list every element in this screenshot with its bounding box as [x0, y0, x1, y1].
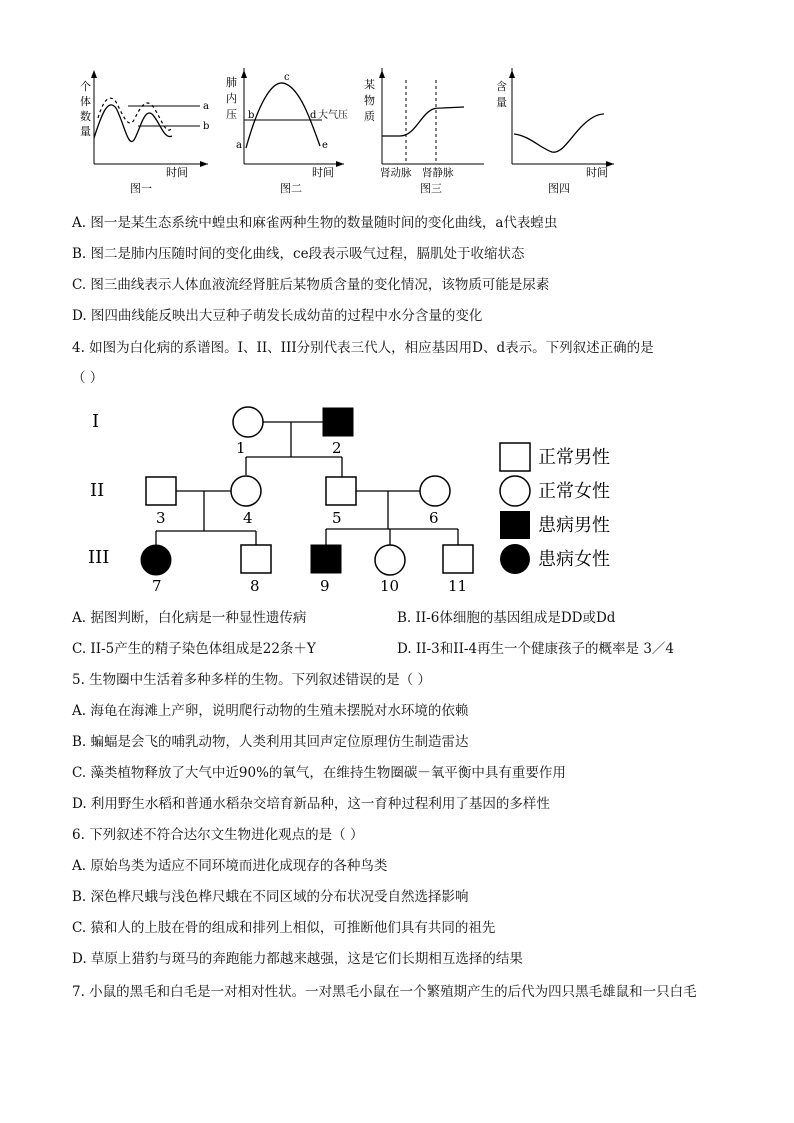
x-label: 时间	[312, 166, 334, 179]
figure-1	[72, 68, 212, 198]
pt-c: c	[284, 72, 290, 83]
substance-curve	[382, 107, 464, 136]
gen-label-2: II	[90, 480, 105, 501]
individual-5	[326, 477, 356, 505]
y-label-4: 量	[80, 125, 91, 138]
q6-option-b: B. 深色桦尺蛾与浅色桦尺蛾在不同区域的分布状况受自然选择影响	[72, 889, 469, 905]
q5-option-a: A. 海龟在海滩上产卵，说明爬行动物的生殖未摆脱对水环境的依赖	[72, 703, 469, 719]
individual-9	[311, 545, 341, 573]
pressure-curve	[246, 83, 320, 148]
individual-11	[443, 545, 473, 573]
label-b: b	[203, 121, 210, 132]
q4-option-a: A. 据图判断，白化病是一种显性遗传病	[72, 610, 307, 626]
atm-label: 大气压	[318, 110, 348, 121]
y-label-3: 质	[364, 110, 375, 123]
figure-1-graph	[72, 68, 212, 198]
x-label: 时间	[166, 166, 188, 179]
q6-option-c: C. 猿和人的上肢在骨的组成和排列上相似，可推断他们具有共同的祖先	[72, 920, 496, 936]
pt-a: a	[236, 140, 242, 151]
id-8: 8	[250, 577, 260, 595]
individual-3	[146, 477, 176, 505]
y-label-3: 压	[226, 108, 237, 121]
legend-affected-female: 患病女性	[538, 549, 610, 570]
caption-fig4: 图四	[548, 182, 570, 195]
legend-affected-female-icon	[500, 544, 530, 574]
y-label-1: 个	[80, 80, 91, 93]
gen-label-3: III	[88, 547, 110, 568]
individual-10	[375, 545, 405, 575]
figure-2	[222, 68, 362, 198]
figure-3	[360, 68, 500, 198]
individual-4	[231, 476, 261, 506]
y-label-1: 含	[496, 80, 507, 93]
q5-option-c: C. 藻类植物释放了大气中近90%的氧气，在维持生物圈碳－氧平衡中具有重要作用	[72, 765, 566, 781]
pedigree-svg	[80, 395, 640, 595]
legend-normal-male: 正常男性	[538, 447, 610, 468]
q4-option-c: C. II-5产生的精子染色体组成是22条＋Y	[72, 641, 316, 657]
id-2: 2	[332, 439, 342, 457]
q6-stem: 6. 下列叙述不符合达尔文生物进化观点的是（ ）	[72, 827, 364, 843]
y-label-3: 数	[80, 110, 91, 123]
id-3: 3	[156, 509, 166, 527]
figure-4	[490, 68, 630, 198]
pedigree-legend	[500, 443, 610, 574]
caption-fig1: 图一	[130, 182, 152, 195]
q3-option-d: D. 图四曲线能反映出大豆种子萌发长成幼苗的过程中水分含量的变化	[72, 308, 483, 324]
label-a: a	[203, 101, 209, 112]
individual-1	[233, 407, 263, 437]
legend-normal-female-icon	[500, 476, 530, 506]
q4-stem: 4. 如图为白化病的系谱图。I、II、III分别代表三代人，相应基因用D、d表示。下列叙述正确的是	[72, 340, 654, 356]
individual-8	[241, 545, 271, 573]
q6-option-a: A. 原始鸟类为适应不同环境而进化成现存的各种鸟类	[72, 858, 388, 874]
q4-option-b: B. II-6体细胞的基因组成是DD或Dd	[397, 610, 616, 626]
id-1: 1	[236, 439, 246, 457]
id-4: 4	[243, 509, 253, 527]
y-label-2: 内	[226, 92, 237, 105]
y-label-2: 物	[364, 94, 375, 107]
figure-2-graph	[222, 68, 362, 198]
q4-option-d: D. II-3和II-4再生一个健康孩子的概率是 3／4	[397, 641, 675, 657]
gen-label-1: I	[92, 411, 100, 432]
id-6: 6	[429, 509, 439, 527]
figure-3-graph	[360, 68, 500, 198]
y-label-1: 某	[364, 78, 375, 91]
individual-7	[141, 545, 171, 575]
q5-option-b: B. 蝙蝠是会飞的哺乳动物，人类利用其回声定位原理仿生制造雷达	[72, 734, 469, 750]
legend-normal-female: 正常女性	[538, 481, 610, 502]
x-label-right: 肾静脉	[422, 167, 454, 179]
individual-2	[323, 408, 353, 436]
q4-paren: （ ）	[72, 370, 104, 386]
pt-b: b	[248, 110, 255, 121]
content-curve	[514, 114, 604, 152]
pt-e: e	[322, 140, 328, 151]
y-label-2: 体	[80, 95, 91, 108]
x-label: 时间	[586, 166, 608, 179]
pedigree-chart	[80, 395, 640, 595]
id-10: 10	[380, 577, 400, 595]
id-11: 11	[448, 577, 468, 595]
q3-option-b: B. 图二是肺内压随时间的变化曲线，ce段表示吸气过程，膈肌处于收缩状态	[72, 246, 525, 262]
y-label-2: 量	[496, 96, 507, 109]
curve-b-dashed	[98, 98, 172, 130]
legend-normal-male-icon	[500, 443, 530, 471]
pt-d: d	[310, 110, 317, 121]
id-9: 9	[320, 577, 330, 595]
figure-4-graph	[490, 68, 630, 198]
q5-stem: 5. 生物圈中生活着多种多样的生物。下列叙述错误的是（ ）	[72, 672, 431, 688]
id-7: 7	[152, 577, 162, 595]
q5-option-d: D. 利用野生水稻和普通水稻杂交培育新品种，这一育种过程利用了基因的多样性	[72, 796, 550, 812]
x-label-left: 肾动脉	[380, 167, 412, 179]
id-5: 5	[332, 509, 342, 527]
q7-stem: 7. 小鼠的黑毛和白毛是一对相对性状。一对黑毛小鼠在一个繁殖期产生的后代为四只黑毛雄鼠和一只白毛	[72, 984, 697, 1000]
q6-option-d: D. 草原上猎豹与斑马的奔跑能力都越来越强，这是它们长期相互选择的结果	[72, 951, 523, 967]
legend-affected-male: 患病男性	[538, 515, 610, 536]
q3-option-a: A. 图一是某生态系统中蝗虫和麻雀两种生物的数量随时间的变化曲线，a代表蝗虫	[72, 215, 558, 231]
caption-fig3: 图三	[420, 182, 442, 195]
caption-fig2: 图二	[280, 182, 302, 195]
individual-6	[420, 476, 450, 506]
legend-affected-male-icon	[500, 511, 530, 539]
curve-a	[94, 105, 172, 142]
y-label-1: 肺	[226, 76, 237, 89]
q3-option-c: C. 图三曲线表示人体血液流经肾脏后某物质含量的变化情况，该物质可能是尿素	[72, 277, 550, 293]
